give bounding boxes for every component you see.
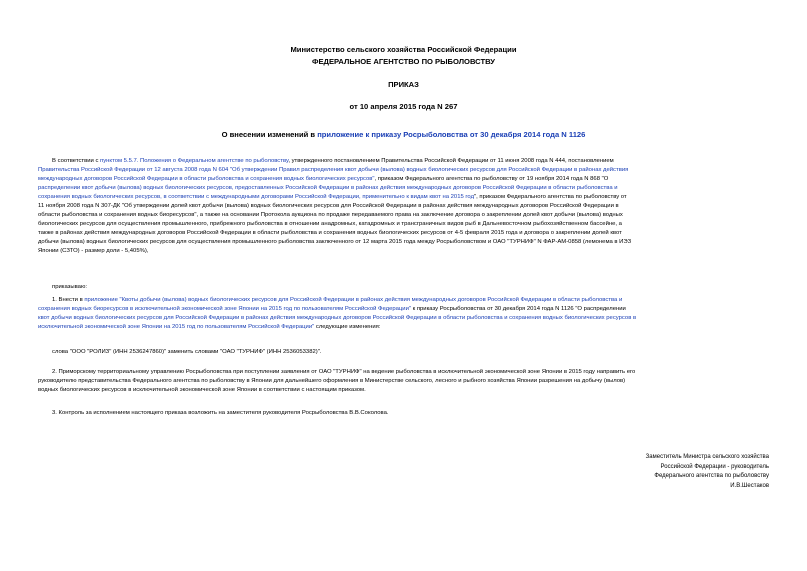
item2-line: руководителю представительства Федерального агентства по рыболовству в Японии для дальнейшего оформления в Министерстве сельского, лесного и рыбного хозяйства Японии разрешения на добычу (вылов)	[38, 378, 626, 384]
appendix-link-cont[interactable]: сохранения водных биоресурсов в исключительной экономической зоне Японии на 2015 год по пользователям Российской Федерации"	[38, 306, 411, 312]
item2-line: водных биологических ресурсов в исключительной экономической зоне Японии в соответствии с настоящим приказом.	[38, 387, 366, 393]
appendix-link[interactable]: приложение "Квоты добычи (вылова) водных биологических ресурсов для Российской Федерации в районах действия международных договоров Российской Федерации в области рыболовства и	[84, 297, 623, 303]
replacement-clause: слова "ООО "РОЛИЗ" (ИНН 2536247860)" заменить словами "ОАО "ТУРНИФ" (ИНН 2536053382)".	[52, 349, 322, 355]
item1-line: сохранения водных биоресурсов в исключительной экономической зоне Японии на 2015 год по пользователям Российской Федерации" к приказу Росрыболовства от 30 декабря 2014 года N 1126 "О распределении	[38, 306, 626, 312]
agency-heading: ФЕДЕРАЛЬНОЕ АГЕНТСТВО ПО РЫБОЛОВСТВУ	[312, 57, 495, 66]
item1-line	[38, 314, 770, 323]
signature-line: Российской Федерации - руководитель	[660, 463, 769, 470]
order-1126-link[interactable]: квот добычи водных биологических ресурсов для Российской Федерации в районах действия международных договоров Российской Федерации в области рыболовства и сохранения водных биологических ресурсов в	[38, 315, 637, 321]
preamble-line: также в районах действия международных договоров Российской Федерации в области рыболовства и сохранения водных биологических ресурсов от 4-5 февраля 2015 года и договора о закреплении долей квот	[38, 230, 622, 236]
signature-line: Федерального агентства по рыболовству	[654, 473, 769, 479]
preamble-line: биологических ресурсов для осуществления промышленного, прибрежного рыболовства в отношении анадромных, катадромных и трансграничных видов рыб в Дальневосточном рыбохозяйственном бассейне, а	[38, 221, 622, 227]
item-3-paragraph: 3. Контроль за исполнением настоящего приказа возложить на заместителя руководителя Росрыболовства В.В.Соколова.	[52, 410, 389, 416]
order-1126-link-cont[interactable]: исключительной экономической зоне Японии на 2015 год по пользователям Российской Федерации"	[38, 324, 315, 330]
signature-line: Заместитель Министра сельского хозяйства	[645, 454, 769, 460]
ministry-heading: Министерство сельского хозяйства Российской Федерации	[290, 45, 517, 54]
position-link[interactable]: пунктом 5.5.7. Положения о Федеральном агентстве по рыболовству	[100, 158, 289, 164]
decree-604-link[interactable]: Правительства Российской Федерации от 12 августа 2008 года N 604 "Об утверждении Правил распределения квот добычи (вылова) водных биологических ресурсов для Российской Федерации в районах действия	[38, 167, 629, 173]
order-868-link-cont[interactable]: сохранения водных биологических ресурсов, в соответствии с международными договорами Российской Федерации, применительно к видам квот на 2015 год	[38, 194, 475, 200]
order-word: приказываю:	[52, 284, 88, 290]
preamble-line: 11 ноября 2008 года N 307-ДК "Об утверждении долей квот добычи (вылова) водных биологических ресурсов для Российской Федерации в районах действия международных договоров Российской Федерации в	[38, 203, 619, 209]
document-title	[0, 130, 807, 139]
preamble-paragraph	[38, 157, 770, 256]
item1-line: исключительной экономической зоне Японии на 2015 год по пользователям Российской Федерации" следующие изменения:	[38, 324, 381, 330]
title-prefix: О внесении изменений в	[221, 130, 318, 139]
preamble-line: В соответствии с пунктом 5.5.7. Положения о Федеральном агентстве по рыболовству, утвержденного постановлением Правительства Российской Федерации от 11 июня 2008 года N 444, постановлением	[52, 158, 614, 164]
preamble-line	[38, 166, 770, 175]
item2-line: 2. Приморскому территориальному управлению Росрыболовства при поступлении заявления от ОАО "ТУРНИФ" на ведение рыболовства в исключительной экономической зоне Японии в 2015 году направить его	[52, 369, 636, 375]
signatory-name: И.В.Шестаков	[730, 482, 769, 489]
order-868-link[interactable]: распределении квот добычи (вылова) водных биологических ресурсов, предоставленных Российской Федерации в районах действия международных договоров Российской Федерации в области рыболовства и	[38, 185, 618, 191]
preamble-line: сохранения водных биологических ресурсов, в соответствии с международными договорами Российской Федерации, применительно к видам квот на 2015 год", приказом Федерального агентства по рыболовству от	[38, 194, 627, 200]
preamble-line: международных договоров Российской Федерации в области рыболовства и сохранения водных биологических ресурсов", приказом Федерального агентства по рыболовству от 19 ноября 2014 года N 868 "О	[38, 176, 609, 182]
preamble-line: области рыболовства и сохранения водных биоресурсов", а также на основании Протокола аукциона по продаже передаваемого права на заключение договора о закреплении долей квот добычи (вылова) водных	[38, 212, 623, 218]
item-2-paragraph	[38, 368, 770, 395]
signature-block	[646, 453, 769, 491]
item-1-paragraph	[38, 296, 770, 332]
doc-type-heading: ПРИКАЗ	[388, 80, 419, 89]
title-link[interactable]: приложение к приказу Росрыболовства от 30 декабря 2014 года N 1126	[317, 130, 586, 139]
item1-line: 1. Внести в приложение "Квоты добычи (вылова) водных биологических ресурсов для Российской Федерации в районах действия международных договоров Российской Федерации в области рыболовства и	[52, 297, 623, 303]
doc-date-number: от 10 апреля 2015 года N 267	[349, 102, 458, 111]
preamble-line: добычи (вылова) водных биологических ресурсов для осуществления промышленного рыболовства заключенного от 12 марта 2015 года между Росрыболовством и ОАО "ТУРНИФ" N ФАР-АМ-0858 (лемонема в ИЭЗ	[38, 239, 632, 245]
preamble-line: Японии (СЗТО) - размер доли - 5,405%),	[38, 248, 149, 254]
preamble-line	[38, 184, 770, 193]
decree-604-link-cont[interactable]: международных договоров Российской Федерации в области рыболовства и сохранения водных биологических ресурсов"	[38, 176, 375, 182]
